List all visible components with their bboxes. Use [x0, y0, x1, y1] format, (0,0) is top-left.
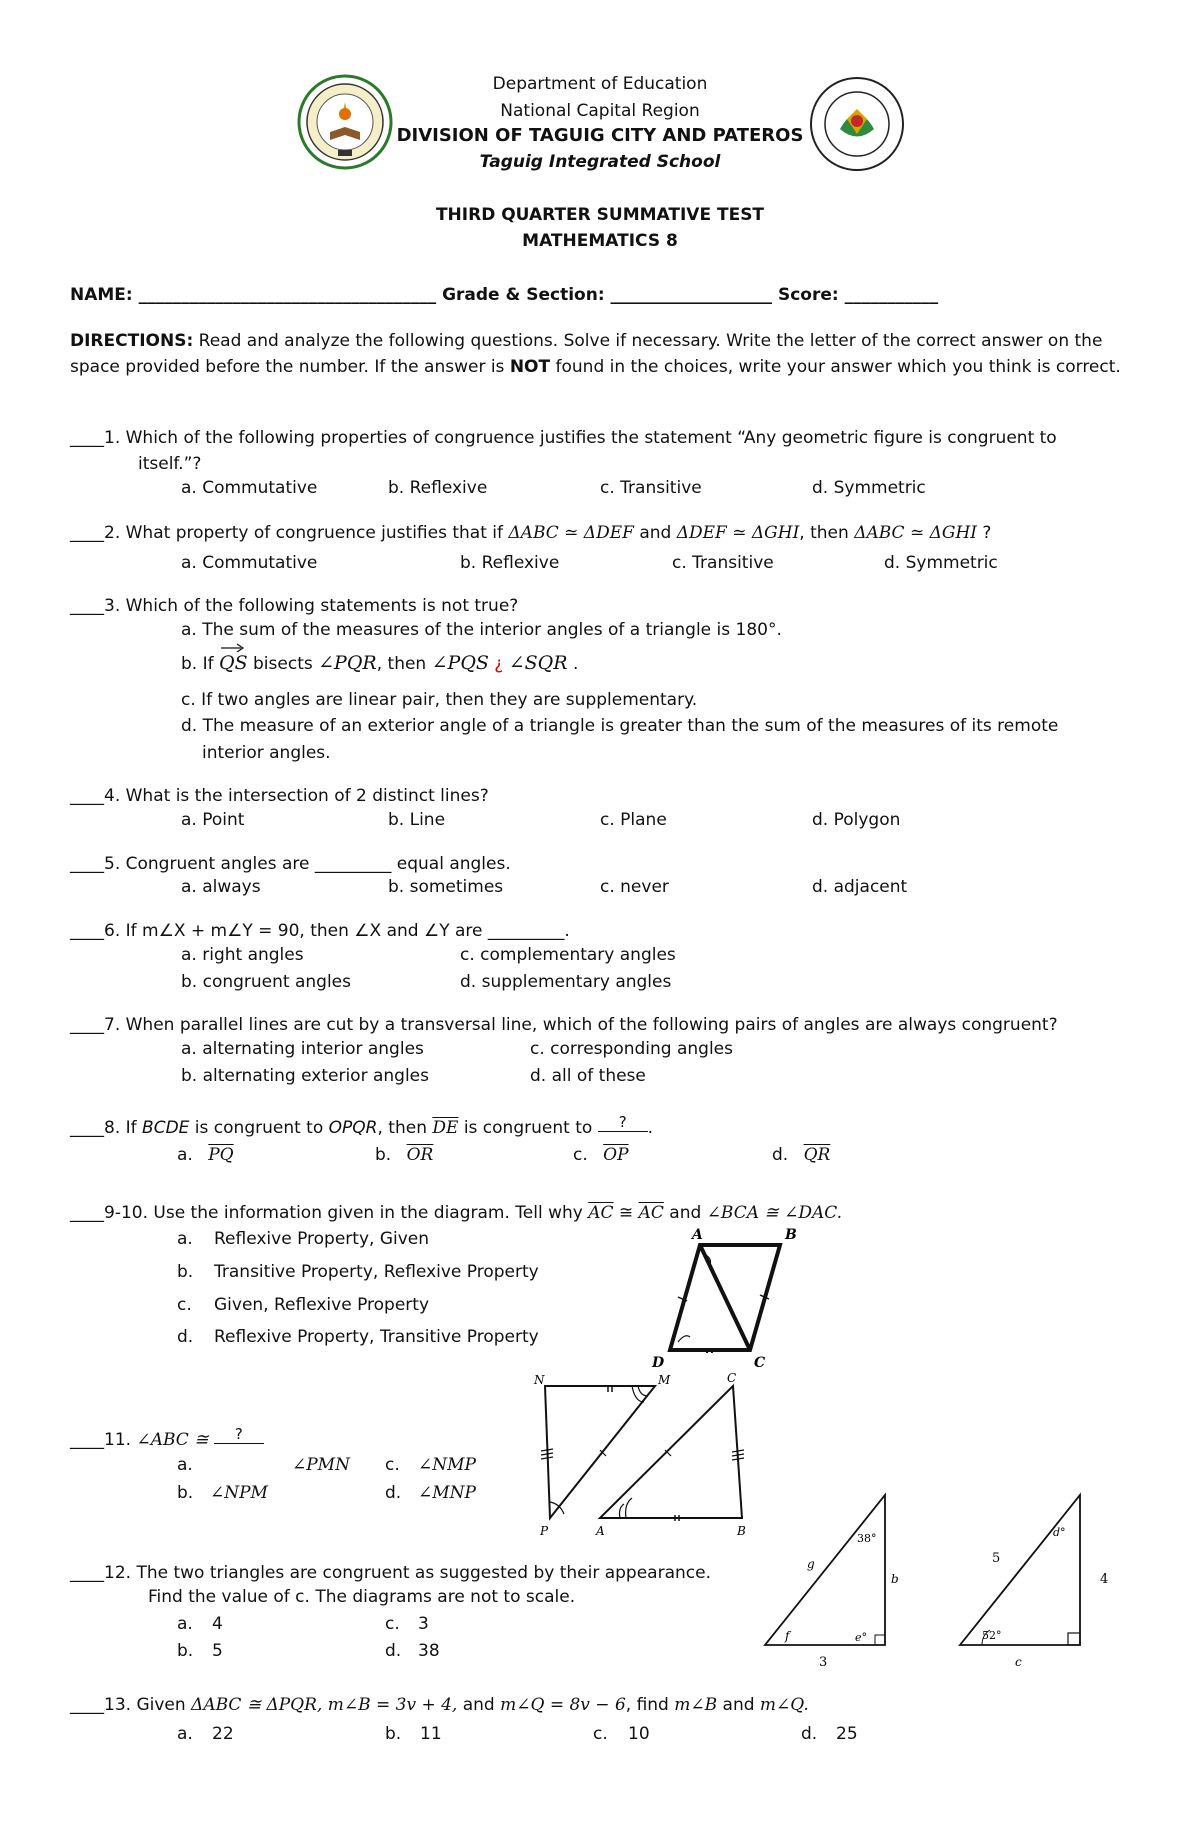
q1-option-a: a. Commutative: [181, 478, 318, 498]
q9-option-c: c. Given, Reflexive Property: [177, 1295, 430, 1315]
question-13: ____13. Given ΔABC ≅ ΔPQR, m∠B = 3v + 4, and m∠Q = 8v − 6, find m∠B and m∠Q.: [70, 1695, 809, 1715]
vertex-a-label: A: [692, 1227, 703, 1243]
q6-option-d: d. supplementary angles: [460, 972, 672, 992]
q11-option-d: d. ∠MNP: [385, 1483, 476, 1503]
q2-option-d: d. Symmetric: [884, 553, 998, 573]
division-name: DIVISION OF TAGUIG CITY AND PATEROS: [396, 125, 804, 146]
ray-arrow-icon: [219, 642, 245, 652]
angle-f-label: f: [785, 1629, 790, 1643]
q11-option-b: b. ∠NPM: [177, 1483, 268, 1503]
region-name: National Capital Region: [500, 101, 700, 121]
vertex-d-label: D: [652, 1355, 665, 1370]
side-g-label: g: [807, 1557, 815, 1571]
question-9-10: ____9-10. Use the information given in the diagram. Tell why $\overline{AC}$ ≅ $\overline{AC}$ and ∠BCA ≅ ∠DAC.: [70, 1203, 843, 1223]
directions-label: DIRECTIONS:: [70, 331, 194, 351]
subject-title: MATHEMATICS 8: [522, 231, 678, 251]
vertex-a2-label: A: [596, 1524, 605, 1538]
q11-option-c: c. ∠NMP: [385, 1455, 476, 1475]
vertex-c-label: C: [754, 1355, 766, 1370]
school-name: Taguig Integrated School: [479, 152, 721, 172]
question-1: ____1. Which of the following properties of congruence justifies the statement “Any geometric figure is congruent to: [70, 428, 1057, 448]
angle-e-label: e°: [855, 1631, 868, 1644]
q13-option-c: c. 10: [593, 1724, 650, 1744]
right-triangle-1: [755, 1490, 905, 1675]
q7-option-a: a. alternating interior angles: [181, 1039, 424, 1059]
question-7: ____7. When parallel lines are cut by a transversal line, which of the following pairs of angles are always congruent?: [70, 1015, 1058, 1035]
q9-option-d: d. Reflexive Property, Transitive Property: [177, 1327, 539, 1347]
score-field[interactable]: Score: ___________: [777, 285, 939, 305]
question-4: ____4. What is the intersection of 2 distinct lines?: [70, 786, 489, 806]
angle-38-label: 38°: [857, 1532, 877, 1545]
q4-option-c: c. Plane: [600, 810, 667, 830]
q2-option-b: b. Reflexive: [460, 553, 560, 573]
q5-option-a: a. always: [181, 877, 261, 897]
vertex-p-label: P: [540, 1524, 549, 1538]
triangles-diagram: [520, 1368, 765, 1538]
q13-option-b: b. 11: [385, 1724, 442, 1744]
q13-option-d: d. 25: [801, 1724, 858, 1744]
q9-option-b: b. Transitive Property, Reflexive Property: [177, 1262, 539, 1282]
question-12: ____12. The two triangles are congruent as suggested by their appearance.: [70, 1563, 711, 1583]
q8-option-d: d. $\overline{QR}$: [772, 1145, 831, 1165]
q6-option-c: c. complementary angles: [460, 945, 676, 965]
q1-option-d: d. Symmetric: [812, 478, 926, 498]
side-4-label: 4: [1100, 1572, 1109, 1587]
q3-option-a: a. The sum of the measures of the interior angles of a triangle is 180°.: [181, 620, 782, 640]
angle-d-label: d°: [1053, 1526, 1066, 1539]
q9-option-a: a. Reflexive Property, Given: [177, 1229, 430, 1249]
q1-option-b: b. Reflexive: [388, 478, 488, 498]
parallelogram-diagram: [630, 1225, 800, 1370]
q7-option-d: d. all of these: [530, 1066, 646, 1086]
question-5: ____5. Congruent angles are _________ equal angles.: [70, 854, 511, 874]
q2-option-a: a. Commutative: [181, 553, 318, 573]
q12-option-c: c. 3: [385, 1614, 429, 1634]
question-2: ____2. What property of congruence justifies that if ΔABC ≃ ΔDEF and ΔDEF ≃ ΔGHI, then ΔABC ≃ ΔGHI ?: [70, 523, 992, 543]
q13-option-a: a. 22: [177, 1724, 234, 1744]
q8-option-a: a. $\overline{PQ}$: [177, 1145, 234, 1165]
q6-option-b: b. congruent angles: [181, 972, 351, 992]
question-11: ____11. ∠ABC ≅ ?: [70, 1425, 264, 1453]
right-triangle-2: [950, 1490, 1125, 1675]
q1-option-c: c. Transitive: [600, 478, 702, 498]
vertex-b-label: B: [785, 1227, 797, 1243]
question-6: ____6. If m∠X + m∠Y = 90, then ∠X and ∠Y are _________.: [70, 921, 570, 941]
vertex-c2-label: C: [727, 1371, 737, 1385]
q5-option-c: c. never: [600, 877, 669, 897]
q2-option-c: c. Transitive: [672, 553, 774, 573]
q12-option-a: a. 4: [177, 1614, 223, 1634]
test-title: THIRD QUARTER SUMMATIVE TEST: [435, 205, 765, 225]
base-c-label: c: [1015, 1655, 1022, 1669]
q11-option-a: a. ∠PMN: [177, 1455, 350, 1475]
question-3: ____3. Which of the following statements is not true?: [70, 596, 519, 616]
angle-52-label: 52°: [982, 1629, 1002, 1642]
q3-option-d: d. The measure of an exterior angle of a triangle is greater than the sum of the measures of its remote: [181, 716, 1059, 736]
vertex-b2-label: B: [737, 1524, 746, 1538]
q4-option-d: d. Polygon: [812, 810, 901, 830]
student-info-line: [70, 285, 938, 305]
q4-option-a: a. Point: [181, 810, 245, 830]
directions: DIRECTIONS: Read and analyze the following questions. Solve if necessary. Write the letter of the correct answer on the space provided before the number. If the answer is NOT found in the choices, write your answer which you think is correct.: [70, 331, 1121, 377]
q3-option-b: b. If QS bisects ∠PQR, then ∠PQS ¿ ∠SQR .: [181, 652, 578, 674]
q8-option-b: b. $\overline{OR}$: [375, 1145, 434, 1165]
q5-option-b: b. sometimes: [388, 877, 504, 897]
q6-option-a: a. right angles: [181, 945, 304, 965]
q8-option-c: c. $\overline{OP}$: [573, 1145, 629, 1165]
department-name: Department of Education: [492, 74, 708, 94]
q7-option-b: b. alternating exterior angles: [181, 1066, 429, 1086]
q7-option-c: c. corresponding angles: [530, 1039, 733, 1059]
q12-option-d: d. 38: [385, 1641, 440, 1661]
name-field[interactable]: NAME: ___________________________________: [70, 285, 437, 305]
question-8: ____8. If BCDE is congruent to OPQR, then $\overline{DE}$ is congruent to ? .: [70, 1113, 654, 1138]
vertex-m-label: M: [658, 1373, 671, 1387]
q3-option-c: c. If two angles are linear pair, then they are supplementary.: [181, 690, 698, 710]
hyp-5-label: 5: [992, 1551, 1001, 1566]
side-b-label: b: [891, 1572, 899, 1586]
q4-option-b: b. Line: [388, 810, 446, 830]
base-3-label: 3: [819, 1655, 828, 1670]
q12-option-b: b. 5: [177, 1641, 223, 1661]
q5-option-d: d. adjacent: [812, 877, 908, 897]
vertex-n-label: N: [534, 1373, 545, 1387]
grade-section-field[interactable]: Grade & Section: ___________________: [442, 285, 773, 305]
